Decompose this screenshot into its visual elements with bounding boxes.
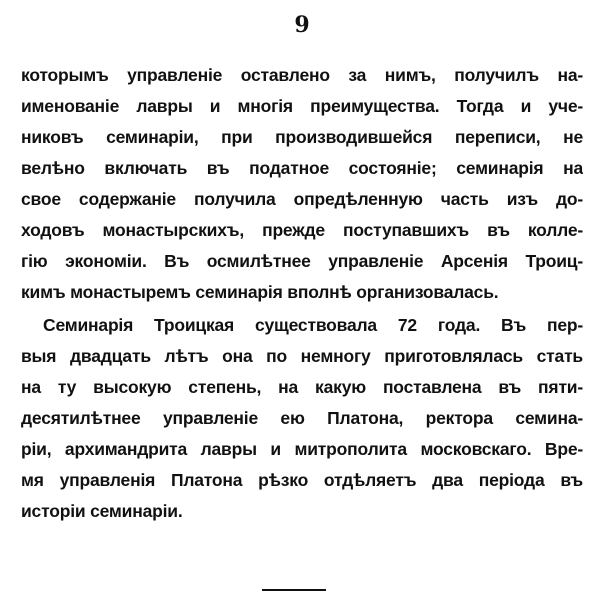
text-line: ходовъ монастырскихъ, прежде поступавшихъ въ колле- — [21, 220, 583, 240]
text-line: кимъ монастыремъ семинарія вполнѣ организовалась. — [21, 282, 499, 302]
text-line: исторіи семинаріи. — [21, 501, 183, 521]
text-line: на ту высокую степень, на какую поставлена въ пяти- — [21, 377, 583, 397]
text-line: именованіе лавры и многія преимущества. Тогда и уче- — [21, 96, 583, 116]
text-line: мя управленія Платона рѣзко отдѣляетъ два періода въ — [21, 470, 583, 490]
text-line: гію экономіи. Въ осмилѣтнее управленіе Арсенія Троиц- — [21, 251, 583, 271]
text-line: велѣно включать въ податное состояніе; семинарія на — [21, 158, 583, 178]
paragraph-1 — [21, 60, 583, 308]
text-line: десятилѣтнее управленіе ею Платона, ректора семина- — [21, 408, 583, 428]
text-line: выя двадцать лѣтъ она по немногу приготовлялась стать — [21, 346, 583, 366]
section-divider — [262, 589, 326, 591]
page-number: 9 — [294, 12, 310, 38]
text-line: ріи, архимандрита лавры и митрополита московскаго. Вре- — [21, 439, 583, 459]
text-line: Семинарія Троицкая существовала 72 года. Въ пер- — [43, 315, 583, 335]
paragraph-2 — [21, 310, 583, 527]
text-line: никовъ семинаріи, при производившейся переписи, не — [21, 127, 583, 147]
text-line: свое содержаніе получила опредѣленную часть изъ до- — [21, 189, 583, 209]
text-line: которымъ управленіе оставлено за нимъ, получилъ на- — [21, 65, 583, 85]
